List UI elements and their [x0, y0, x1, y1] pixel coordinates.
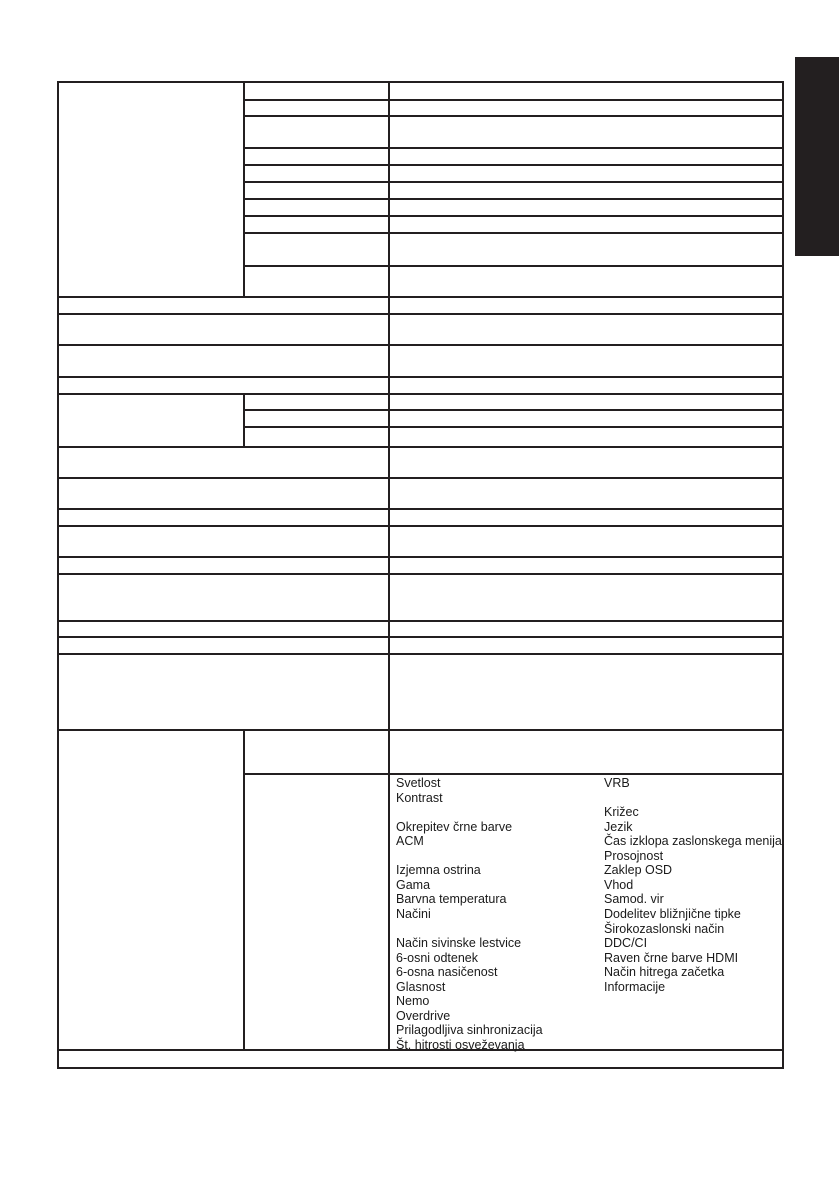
osd-feature-item: 6-osna nasičenost — [396, 965, 498, 980]
osd-feature-item: Križec — [604, 805, 639, 820]
osd-feature-item: Prilagodljiva sinhronizacija — [396, 1023, 543, 1038]
table-rule — [243, 99, 782, 101]
osd-feature-item: Samod. vir — [604, 892, 664, 907]
table-rule — [57, 81, 783, 83]
table-rule — [243, 265, 782, 267]
osd-feature-item: Svetlost — [396, 776, 441, 790]
osd-feature-item: Čas izklopa zaslonskega menija — [604, 834, 782, 849]
osd-feature-item: Informacije — [604, 979, 666, 994]
osd-feature-item: Barvna temperatura — [396, 892, 507, 907]
table-rule — [57, 1067, 783, 1069]
osd-feature-item: Prosojnost — [604, 848, 664, 863]
osd-feature-item: Širokozaslonski način — [604, 921, 725, 936]
table-rule — [57, 620, 782, 622]
table-rule — [57, 446, 782, 448]
osd-feature-item: ACM — [396, 834, 424, 849]
table-rule — [243, 426, 782, 428]
table-rule — [388, 81, 390, 1049]
table-rule — [57, 525, 782, 527]
osd-feature-item: Načini — [396, 906, 431, 921]
language-side-tab — [795, 57, 839, 256]
osd-feature-item: Gama — [396, 877, 431, 892]
table-rule — [57, 636, 782, 638]
table-rule — [57, 376, 782, 378]
table-rule — [243, 181, 782, 183]
osd-feature-item: Način hitrega začetka — [604, 965, 725, 980]
table-rule — [243, 773, 782, 775]
osd-feature-item: Izjemna ostrina — [396, 863, 481, 878]
table-rule — [57, 477, 782, 479]
table-rule — [243, 81, 245, 296]
table-rule — [243, 215, 782, 217]
table-rule — [243, 232, 782, 234]
osd-feature-item: Zaklep OSD — [604, 863, 673, 878]
table-rule — [57, 81, 59, 1069]
table-rule — [57, 508, 782, 510]
osd-feature-item: Št. hitrosti osveževanja — [396, 1037, 525, 1052]
osd-feature-item: Overdrive — [396, 1008, 451, 1023]
table-rule — [243, 729, 245, 1049]
table-rule — [243, 147, 782, 149]
osd-feature-item: Nemo — [396, 994, 430, 1009]
table-rule — [57, 556, 782, 558]
osd-feature-item: 6-osni odtenek — [396, 950, 479, 965]
table-rule — [57, 344, 782, 346]
osd-feature-item: Glasnost — [396, 979, 446, 994]
osd-feature-item: Okrepitev črne barve — [396, 819, 513, 834]
table-rule — [782, 81, 784, 1069]
table-rule — [243, 393, 245, 446]
osd-feature-item: Dodelitev bližnjične tipke — [604, 906, 741, 921]
table-rule — [57, 653, 782, 655]
table-rule — [57, 296, 782, 298]
table-rule — [57, 313, 782, 315]
osd-feature-item: Kontrast — [396, 790, 443, 805]
table-rule — [243, 115, 782, 117]
osd-feature-item: DDC/CI — [604, 936, 648, 951]
osd-feature-item: VRB — [604, 776, 630, 790]
osd-feature-item: Jezik — [604, 819, 633, 834]
osd-feature-item: Vhod — [604, 877, 634, 892]
table-rule — [243, 198, 782, 200]
osd-feature-item: Način sivinske lestvice — [396, 936, 522, 951]
table-rule — [57, 573, 782, 575]
table-rule — [57, 393, 782, 395]
table-rule — [243, 164, 782, 166]
table-rule — [243, 409, 782, 411]
osd-feature-item: Raven črne barve HDMI — [604, 950, 739, 965]
table-rule — [57, 729, 782, 731]
